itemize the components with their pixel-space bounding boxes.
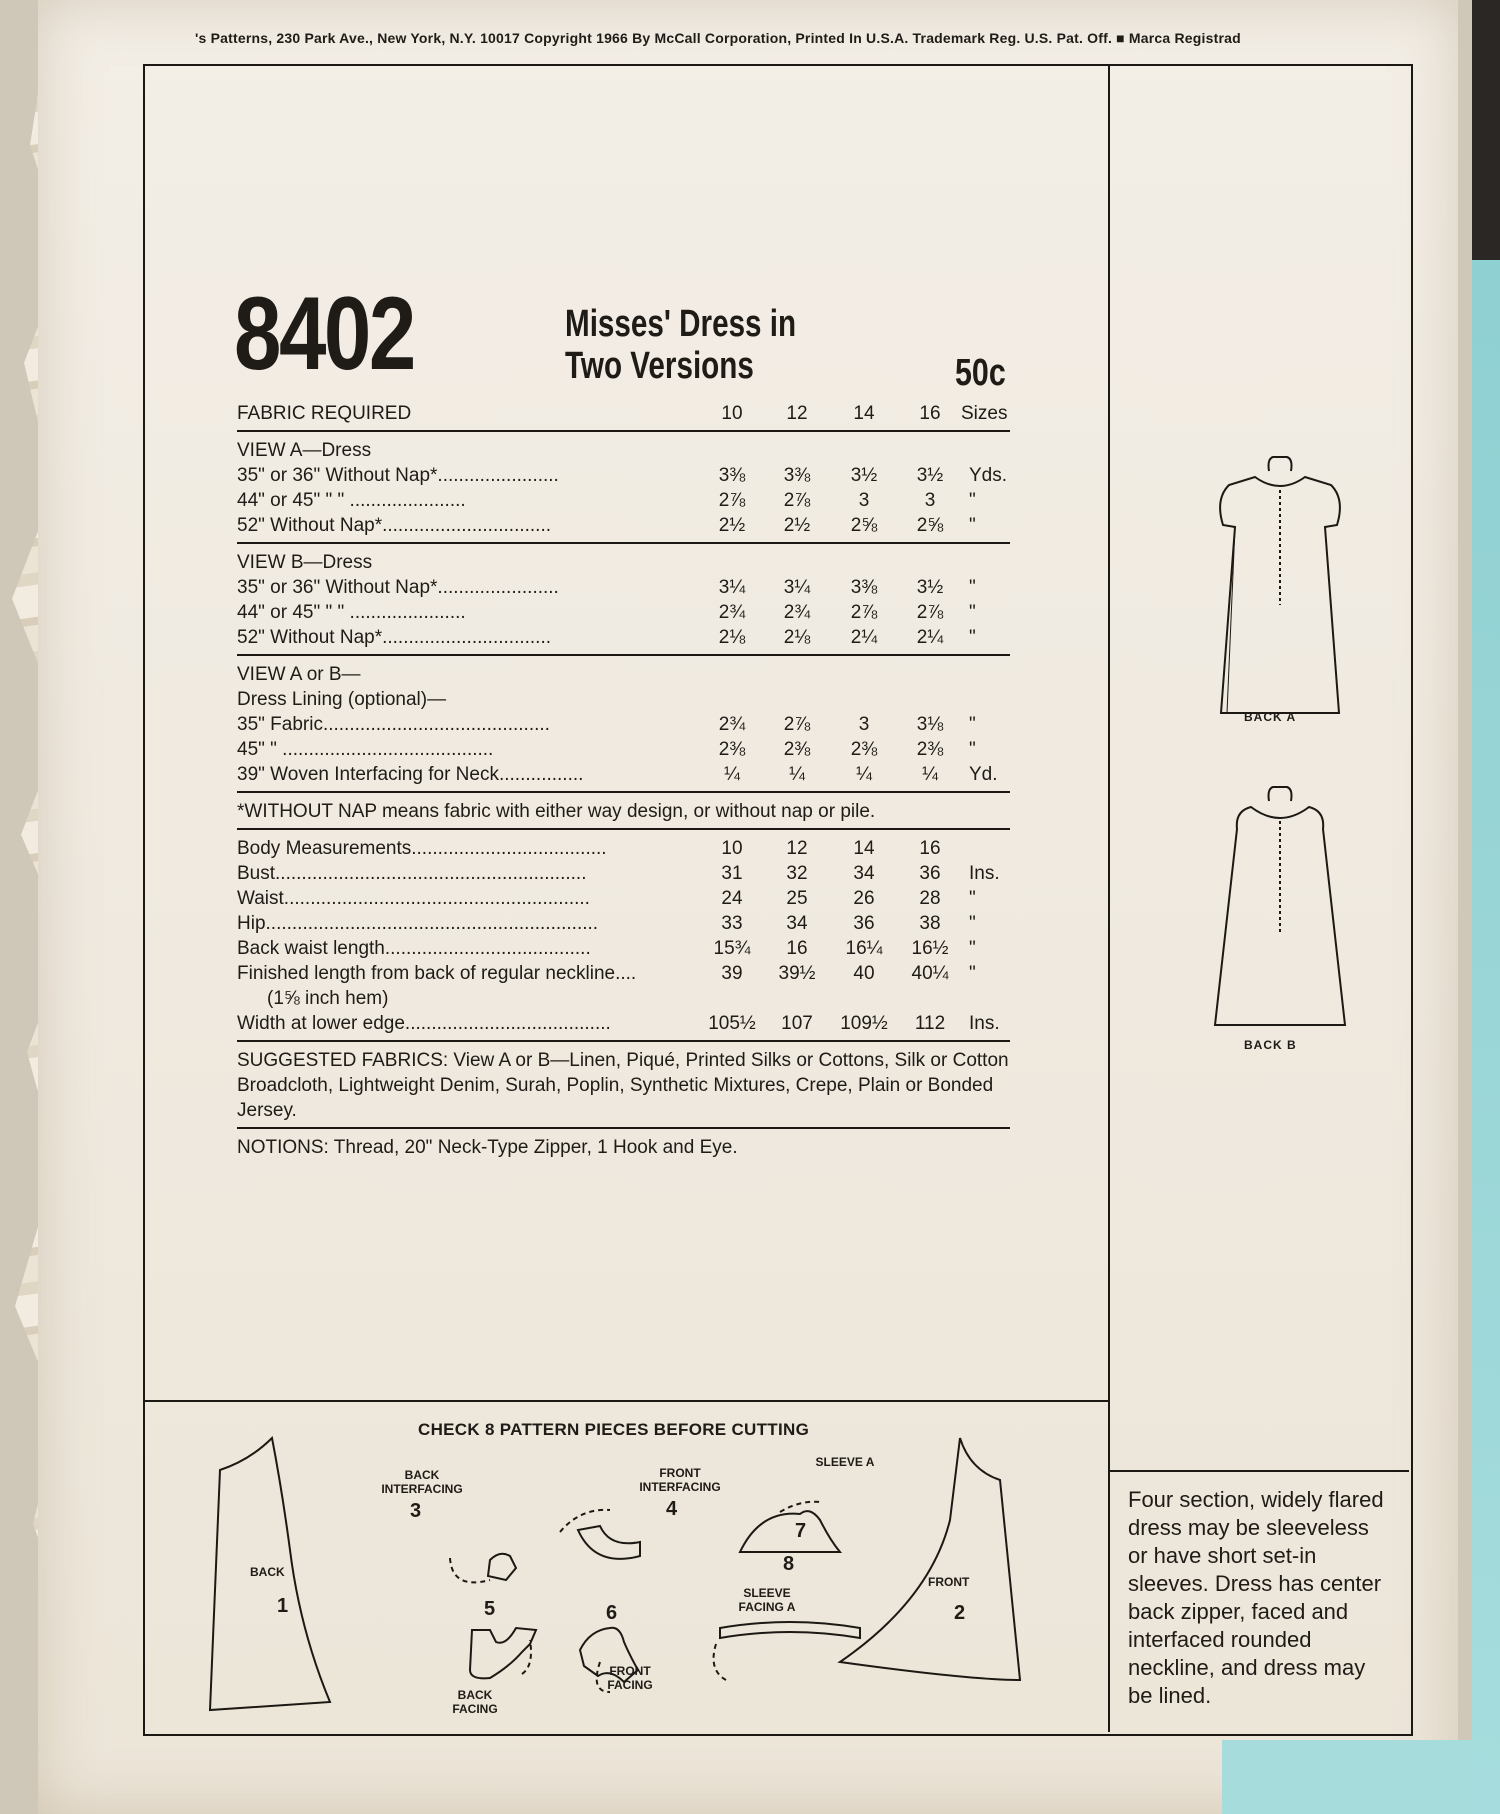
table-row bbox=[237, 463, 1010, 488]
table-row bbox=[237, 712, 1010, 737]
piece-front-interfacing-number: 4 bbox=[666, 1498, 678, 1520]
row-label: 39" Woven Interfacing for Neck................ bbox=[237, 764, 584, 785]
hem-note-text: (1⅝ inch hem) bbox=[267, 988, 389, 1009]
cell: 3¼ bbox=[783, 577, 811, 598]
size-16: 16 bbox=[919, 403, 941, 424]
cell: 33 bbox=[721, 913, 743, 934]
row-label: 35" or 36" Without Nap*....................... bbox=[237, 465, 559, 486]
pattern-title bbox=[565, 303, 796, 387]
fabric-table bbox=[237, 401, 1010, 1160]
cell: 12 bbox=[786, 838, 808, 859]
cell: 2½ bbox=[783, 515, 811, 536]
cell: 2⅜ bbox=[783, 739, 811, 760]
cell: 3⅜ bbox=[718, 465, 746, 486]
table-row bbox=[237, 836, 1010, 861]
table-row bbox=[237, 625, 1010, 650]
cell: 2⅜ bbox=[916, 739, 944, 760]
cell: ¼ bbox=[922, 764, 938, 785]
sizes-unit: Sizes bbox=[961, 403, 1008, 424]
unit: Ins. bbox=[969, 1013, 1000, 1034]
rule bbox=[237, 654, 1010, 656]
description-top-rule bbox=[1108, 1470, 1409, 1472]
cell: 10 bbox=[721, 838, 743, 859]
row-label: Waist.......................................................... bbox=[237, 888, 590, 909]
cell: 2⅝ bbox=[850, 515, 878, 536]
table-row bbox=[237, 737, 1010, 762]
piece-sleeve-facing-number: 8 bbox=[783, 1553, 795, 1575]
unit: " bbox=[969, 714, 976, 735]
cell: 2¼ bbox=[916, 627, 944, 648]
cell: 40¼ bbox=[911, 963, 949, 984]
row-label: Back waist length....................................... bbox=[237, 938, 591, 959]
cell: 36 bbox=[853, 913, 875, 934]
pieces-top-rule bbox=[143, 1400, 1108, 1402]
cell: 3⅛ bbox=[916, 714, 944, 735]
back-a-illustration bbox=[1205, 455, 1355, 725]
cell: 2⅜ bbox=[850, 739, 878, 760]
finished-length-label: Finished length from back of regular neckline.... bbox=[237, 963, 637, 984]
hem-note bbox=[237, 986, 1010, 1011]
cell: 32 bbox=[786, 863, 808, 884]
cell: 2¾ bbox=[783, 602, 811, 623]
unit: " bbox=[969, 938, 976, 959]
cell: 16 bbox=[919, 838, 941, 859]
finished-length-row bbox=[237, 961, 1010, 986]
piece-back-facing-number: 5 bbox=[484, 1598, 496, 1620]
pattern-description: Four section, widely flared dress may be sleeveless or have short set-in sleeves. Dress has center back zipper, faced and interfaced rounded neckline, and dress may be lined. bbox=[1128, 1487, 1384, 1708]
unit: " bbox=[969, 739, 976, 760]
pattern-number: 8402 bbox=[234, 276, 414, 392]
teal-corner bbox=[1222, 1740, 1472, 1814]
copyright-line: 's Patterns, 230 Park Ave., New York, N.Y. 10017 Copyright 1966 By McCall Corporation, Printed In U.S.A. Trademark Reg. U.S. Pat. Off. ■ Marca Registrad bbox=[195, 30, 1241, 46]
cell: 2⅛ bbox=[718, 627, 746, 648]
row-label: Hip............................................................... bbox=[237, 913, 599, 934]
cell: 34 bbox=[786, 913, 808, 934]
rule bbox=[237, 828, 1010, 830]
title-line-2: Two Versions bbox=[565, 345, 754, 387]
cell: 3½ bbox=[850, 465, 878, 486]
rule bbox=[237, 1127, 1010, 1129]
row-label: 45" " ........................................ bbox=[237, 739, 494, 760]
cell: 2½ bbox=[718, 515, 746, 536]
row-label: 52" Without Nap*................................ bbox=[237, 515, 552, 536]
piece-back-interfacing-number: 3 bbox=[410, 1500, 422, 1522]
cell: ¼ bbox=[789, 764, 805, 785]
cell: 16 bbox=[786, 938, 808, 959]
cell: 2⅞ bbox=[850, 602, 878, 623]
piece-sleeve-label: SLEEVE A bbox=[815, 1455, 875, 1469]
cell: ¼ bbox=[856, 764, 872, 785]
rule bbox=[237, 430, 1010, 432]
row-label: Bust........................................................... bbox=[237, 863, 587, 884]
unit: Ins. bbox=[969, 863, 1000, 884]
table-row bbox=[237, 936, 1010, 961]
unit: Yds. bbox=[969, 465, 1008, 486]
check-pieces-heading: CHECK 8 PATTERN PIECES BEFORE CUTTING bbox=[418, 1420, 810, 1439]
cell: 28 bbox=[919, 888, 941, 909]
cell: 109½ bbox=[840, 1013, 888, 1034]
cell: 14 bbox=[853, 838, 875, 859]
right-column-divider bbox=[1108, 64, 1110, 1732]
unit: " bbox=[969, 515, 976, 536]
unit: " bbox=[969, 963, 976, 984]
nap-note: *WITHOUT NAP means fabric with either way design, or without nap or pile. bbox=[237, 801, 876, 822]
unit: " bbox=[969, 913, 976, 934]
width-label: Width at lower edge....................................... bbox=[237, 1013, 611, 1034]
cell: 16½ bbox=[911, 938, 949, 959]
size-10: 10 bbox=[721, 403, 743, 424]
piece-back-number: 1 bbox=[277, 1595, 289, 1617]
measurement-rows bbox=[237, 836, 1010, 961]
table-row bbox=[237, 513, 1010, 538]
cell: 16¼ bbox=[845, 938, 883, 959]
size-14: 14 bbox=[853, 403, 875, 424]
cell: 112 bbox=[914, 1013, 946, 1034]
width-row bbox=[237, 1011, 1010, 1036]
unit: " bbox=[969, 627, 976, 648]
unit: " bbox=[969, 602, 976, 623]
table-row bbox=[237, 575, 1010, 600]
table-row bbox=[237, 861, 1010, 886]
piece-front-facing-label: FRONT FACING bbox=[607, 1664, 653, 1692]
cell: 3½ bbox=[916, 577, 944, 598]
fabric-header-label: FABRIC REQUIRED bbox=[237, 403, 412, 424]
piece-sleeve-number: 7 bbox=[795, 1520, 807, 1542]
title-line-1: Misses' Dress in bbox=[565, 303, 797, 345]
unit: Yd. bbox=[969, 764, 998, 785]
cell: 3¼ bbox=[718, 577, 746, 598]
row-label: 44" or 45" " " ...................... bbox=[237, 602, 466, 623]
row-label: 44" or 45" " " ...................... bbox=[237, 490, 466, 511]
table-row bbox=[237, 886, 1010, 911]
view-b-heading: VIEW B—Dress bbox=[237, 552, 373, 573]
rule bbox=[237, 1040, 1010, 1042]
back-b-illustration bbox=[1205, 785, 1355, 1035]
fabric-header bbox=[237, 401, 1010, 426]
cell: 2⅞ bbox=[783, 714, 811, 735]
piece-sleeve-facing-label: SLEEVE FACING A bbox=[738, 1586, 796, 1614]
rule bbox=[237, 791, 1010, 793]
unit: " bbox=[969, 888, 976, 909]
view-a-rows bbox=[237, 463, 1010, 538]
size-12: 12 bbox=[786, 403, 808, 424]
cell: 3⅜ bbox=[783, 465, 811, 486]
piece-front-number: 2 bbox=[954, 1602, 966, 1624]
view-ab-heading-1: VIEW A or B— bbox=[237, 664, 361, 685]
piece-front-facing-number: 6 bbox=[606, 1602, 618, 1624]
row-label: 35" Fabric........................................... bbox=[237, 714, 550, 735]
cell: 2⅞ bbox=[783, 490, 811, 511]
piece-back-label: BACK bbox=[250, 1565, 285, 1579]
cell: 24 bbox=[721, 888, 743, 909]
piece-front-label: FRONT bbox=[928, 1575, 970, 1589]
view-label-back-b: BACK B bbox=[1244, 1038, 1297, 1052]
view-label-back-a: BACK A bbox=[1244, 710, 1297, 724]
view-ab-heading-2: Dress Lining (optional)— bbox=[237, 689, 447, 710]
piece-back-interfacing-label: BACK INTERFACING bbox=[381, 1468, 463, 1496]
unit: " bbox=[969, 577, 976, 598]
cell: 2¼ bbox=[850, 627, 878, 648]
cell: 26 bbox=[853, 888, 875, 909]
cell: 2⅜ bbox=[718, 739, 746, 760]
row-label: Body Measurements..................................... bbox=[237, 838, 607, 859]
view-b-rows bbox=[237, 575, 1010, 650]
cell: 107 bbox=[781, 1013, 813, 1034]
cell: 2¾ bbox=[718, 602, 746, 623]
cell: 40 bbox=[853, 963, 875, 984]
row-label: 52" Without Nap*................................ bbox=[237, 627, 552, 648]
view-a-heading: VIEW A—Dress bbox=[237, 440, 372, 461]
piece-front-interfacing-label: FRONT INTERFACING bbox=[639, 1466, 721, 1494]
cell: 2¾ bbox=[718, 714, 746, 735]
table-row bbox=[237, 488, 1010, 513]
cell: 25 bbox=[786, 888, 808, 909]
cell: 15¾ bbox=[713, 938, 751, 959]
rule bbox=[237, 542, 1010, 544]
cell: 2⅞ bbox=[718, 490, 746, 511]
cell: 38 bbox=[919, 913, 941, 934]
cell: 2⅝ bbox=[916, 515, 944, 536]
table-row bbox=[237, 600, 1010, 625]
cell: 39 bbox=[721, 963, 743, 984]
table-row bbox=[237, 762, 1010, 787]
cell: 3⅜ bbox=[850, 577, 878, 598]
cell: 3 bbox=[924, 490, 936, 511]
cell: 34 bbox=[853, 863, 875, 884]
cell: 36 bbox=[919, 863, 941, 884]
table-row bbox=[237, 911, 1010, 936]
cell: 2⅞ bbox=[916, 602, 944, 623]
price: 50c bbox=[955, 352, 1006, 394]
unit: " bbox=[969, 490, 976, 511]
cell: 3 bbox=[858, 490, 870, 511]
cell: 39½ bbox=[778, 963, 816, 984]
row-label: 35" or 36" Without Nap*....................... bbox=[237, 577, 559, 598]
notions: NOTIONS: Thread, 20" Neck-Type Zipper, 1 Hook and Eye. bbox=[237, 1137, 738, 1158]
teal-edge-strip bbox=[1472, 260, 1500, 1814]
cell: 3½ bbox=[916, 465, 944, 486]
cell: ¼ bbox=[724, 764, 740, 785]
cell: 3 bbox=[858, 714, 870, 735]
view-ab-rows bbox=[237, 712, 1010, 787]
cell: 2⅛ bbox=[783, 627, 811, 648]
cell: 105½ bbox=[708, 1013, 756, 1034]
cell: 31 bbox=[721, 863, 743, 884]
piece-back-facing-label: BACK FACING bbox=[452, 1688, 498, 1716]
suggested-fabrics: SUGGESTED FABRICS: View A or B—Linen, Piqué, Printed Silks or Cottons, Silk or Cotton Broadcloth, Lightweight Denim, Surah, Poplin, Synthetic Mixtures, Crepe, Plain or Bonded Jersey. bbox=[237, 1050, 1009, 1121]
